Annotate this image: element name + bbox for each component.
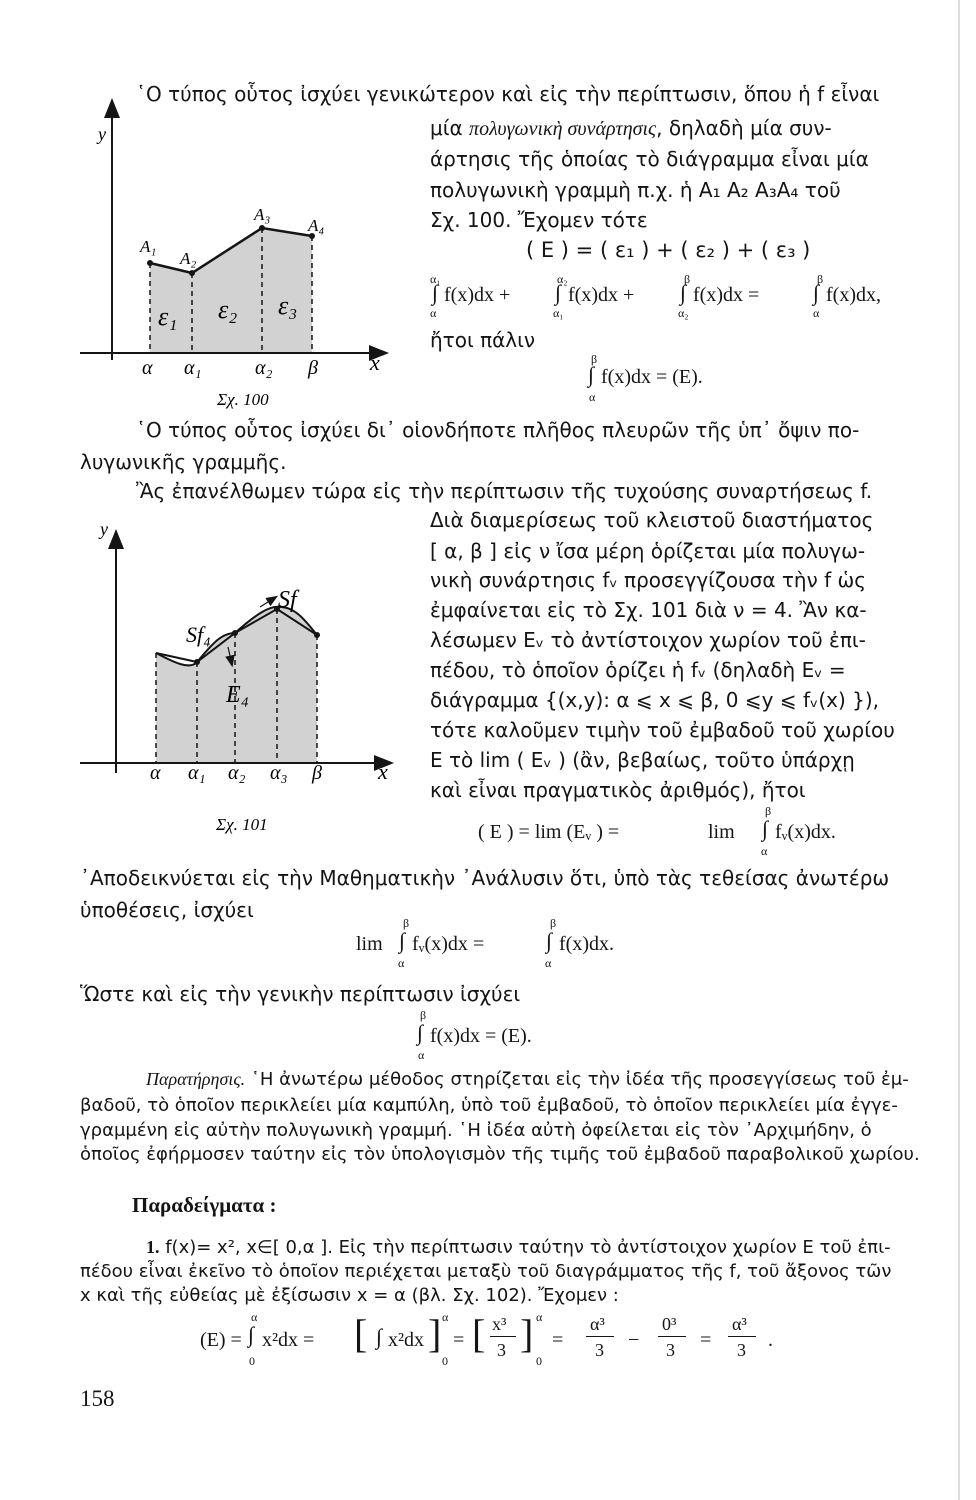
label-e3: ε₃ bbox=[278, 291, 298, 320]
para3-line1: Ἂς ἐπανέλθωμεν τώρα εἰς τὴν περίπτωσιν τῆς τυχούσης συναρτήσεως f. bbox=[136, 479, 873, 503]
int1-lower: α bbox=[430, 306, 437, 320]
label-a3: α₃ bbox=[270, 762, 288, 784]
bracket-inner: x²dx bbox=[388, 1329, 424, 1351]
para1-line5: Σχ. 100. Ἔχομεν τότε bbox=[430, 208, 648, 232]
para4-line2: ὑποθέσεις, ἰσχύει bbox=[80, 898, 254, 922]
eq7-eq2: = bbox=[552, 1329, 564, 1351]
para1-line4: πολυγωνικὴ γραμμὴ π.χ. ἡ A₁ A₂ A₃A₄ τοῦ bbox=[430, 178, 841, 202]
frac4-bar bbox=[728, 1336, 756, 1337]
equation-areas-sum: ( E ) = ( ε₁ ) + ( ε₂ ) + ( ε₃ ) bbox=[526, 238, 811, 262]
bracket2-left: [ bbox=[472, 1311, 486, 1356]
eval2-lower: 0 bbox=[536, 1354, 542, 1368]
int4-body: f(x)dx, bbox=[826, 284, 881, 306]
equation-limit-area bbox=[478, 800, 898, 860]
example1-line1 bbox=[146, 1238, 891, 1257]
label-x: x bbox=[370, 350, 380, 375]
label-x: x bbox=[378, 759, 388, 784]
bracket-right: ] bbox=[428, 1311, 442, 1356]
example1-line3: x καὶ τῆς εὐθείας μὲ ἐξίσωσιν x = α (βλ. Σχ. 102). Ἔχομεν : bbox=[80, 1285, 619, 1306]
equation-integral-equals-E bbox=[588, 350, 788, 402]
eval-upper: α bbox=[442, 1310, 449, 1324]
equation-general-case bbox=[417, 1004, 617, 1064]
label-a2: α₂ bbox=[228, 762, 246, 784]
label-b: β bbox=[312, 762, 322, 784]
int-body: f(x)dx = (E). bbox=[430, 1025, 532, 1047]
remark-label: Παρατήρησις. bbox=[146, 1069, 246, 1089]
label-e1: ε₁ bbox=[158, 302, 178, 331]
int-upper: β bbox=[591, 352, 598, 366]
int-lower: α bbox=[589, 390, 596, 404]
para2-line1: ῾Ο τύπος οὗτος ἰσχύει δι᾽ οἱονδήποτε πλῆθος πλευρῶν τῆς ὑπ᾽ ὄψιν πο- bbox=[136, 418, 860, 442]
figure-101-caption: Σχ. 101 bbox=[216, 815, 268, 834]
para3-line11: καὶ εἶναι πραγματικὸς ἀριθμός), ἤτοι bbox=[430, 778, 806, 802]
node bbox=[194, 659, 200, 665]
example1-line1-text: f(x)= x², x∈[ 0,α ]. Εἰς τὴν περίπτωσιν ταύτην τὸ ἀντίστοιχον χωρίον E τοῦ ἐπι- bbox=[159, 1237, 891, 1258]
frac3-bar bbox=[658, 1336, 686, 1337]
frac2-num: α³ bbox=[590, 1314, 605, 1334]
bracket-left: [ bbox=[354, 1311, 368, 1356]
label-E4: E₄ bbox=[226, 682, 250, 708]
int3-lower: α₂ bbox=[678, 306, 689, 320]
para3-line2: Διὰ διαμερίσεως τοῦ κλειστοῦ διαστήματος bbox=[430, 508, 874, 532]
frac2-den: 3 bbox=[595, 1340, 604, 1360]
int2-upper: β bbox=[550, 916, 557, 930]
int2-lower: α₁ bbox=[553, 306, 564, 320]
int-lower: 0 bbox=[249, 1354, 255, 1368]
label-A1: A₁ bbox=[140, 237, 157, 256]
label-Sf: Sf bbox=[278, 587, 297, 613]
integral-sign: ∫ bbox=[762, 816, 769, 841]
pointer-Sf bbox=[260, 597, 276, 607]
eq5-lim: lim bbox=[356, 933, 383, 955]
remark-line4: ὁποῖος ἐφήρμοσεν ταύτην εἰς τὸν ὑπολογισμὸν τῆς τιμῆς τοῦ ἐμβαδοῦ παραβολικοῦ χωρίου. bbox=[80, 1144, 920, 1165]
int2-body: f(x)dx + bbox=[568, 284, 635, 306]
eq5-t2: f(x)dx. bbox=[559, 933, 614, 955]
int-body: fᵥ(x)dx. bbox=[775, 821, 836, 843]
int3-body: f(x)dx = bbox=[693, 284, 760, 306]
frac2-bar bbox=[586, 1336, 614, 1337]
example1-line2: πέδου εἶναι ἐκεῖνο τὸ ὁποῖον περιέχεται μεταξὺ τοῦ διαγράμματος τῆς f, τοῦ ἄξονος τῶν bbox=[80, 1261, 892, 1282]
int-upper: β bbox=[765, 804, 772, 818]
integral-sign: ∫ bbox=[376, 1324, 383, 1349]
equation-integral-sum bbox=[430, 268, 930, 318]
int-upper: α bbox=[251, 1310, 258, 1324]
equation-limit-integral bbox=[356, 912, 656, 972]
eq7-lhs: (E) = bbox=[200, 1329, 242, 1351]
bracket2-right: ] bbox=[520, 1311, 534, 1356]
para3-line3: [ α, β ] εἰς ν ἴσα μέρη ὁρίζεται μία πολυγω- bbox=[430, 539, 866, 563]
label-A4: A₄ bbox=[308, 216, 325, 235]
remark-line2: βαδοῦ, τὸ ὁποῖον περικλείει μία καμπύλη, ὑπὸ τοῦ ἐμβαδοῦ, τὸ ὁποῖον περικλείει μία ἐγγε- bbox=[80, 1095, 898, 1116]
remark-line1 bbox=[146, 1070, 909, 1089]
figure-100 bbox=[80, 90, 400, 410]
int4-upper: β bbox=[817, 272, 824, 286]
label-y: y bbox=[100, 519, 108, 539]
integral-sign: ∫ bbox=[432, 280, 439, 305]
int-upper: β bbox=[420, 1008, 427, 1022]
integral-sign: ∫ bbox=[813, 280, 820, 305]
remark-line3: γραμμένη εἰς αὐτὴν πολυγωνικὴ γραμμή. ῾Η ἰδέα αὐτὴ ὀφείλεται εἰς τὸν ᾽Αρχιμήδην, ὁ bbox=[80, 1120, 872, 1141]
label-a2: α₂ bbox=[255, 357, 273, 379]
integral-sign: ∫ bbox=[555, 280, 562, 305]
para1-line1: ῾Ο τύπος οὗτος ἰσχύει γενικώτερον καὶ εἰς τὴν περίπτωσιν, ὅπου ἡ f εἶναι bbox=[136, 82, 880, 106]
label-A2: A₂ bbox=[180, 249, 197, 268]
frac3-den: 3 bbox=[666, 1340, 675, 1360]
frac1-den: 3 bbox=[497, 1340, 506, 1360]
int2-upper: α₂ bbox=[557, 272, 568, 286]
eval2-upper: α bbox=[536, 1310, 543, 1324]
para3-line5: ἐμφαίνεται εἰς τὸ Σχ. 101 διὰ ν = 4. Ἂν κα- bbox=[430, 598, 867, 622]
integral-sign: ∫ bbox=[546, 928, 553, 953]
int1-upper: α₁ bbox=[430, 272, 441, 286]
frac3-num: 0³ bbox=[662, 1314, 677, 1334]
para1-line3: άρτησις τῆς ὁποίας τὸ διάγραμμα εἶναι μία bbox=[430, 147, 869, 171]
int4-lower: α bbox=[813, 306, 820, 320]
label-A3: A₃ bbox=[254, 205, 271, 224]
int2-lower: α bbox=[545, 956, 552, 970]
eq7-eq3: = bbox=[700, 1329, 712, 1351]
frac1-num: x³ bbox=[492, 1314, 507, 1334]
para4-line1: ᾽Αποδεικνύεται εἰς τὴν Μαθηματικὴν ᾽Ανάλυσιν ὅτι, ὑπὸ τὰς τεθείσας ἀνωτέρω bbox=[80, 866, 890, 890]
htoi-palin: ἤτοι πάλιν bbox=[430, 328, 536, 352]
point-A1 bbox=[147, 260, 153, 266]
label-Sf4: Sf₄ bbox=[186, 622, 211, 647]
label-a1: α₁ bbox=[184, 357, 202, 379]
int-body: f(x)dx = (E). bbox=[601, 366, 703, 388]
figure-100-caption: Σχ. 100 bbox=[217, 390, 269, 409]
label-a1: α₁ bbox=[188, 762, 206, 784]
int-lower: α bbox=[418, 1048, 425, 1062]
int3-upper: β bbox=[684, 272, 691, 286]
integral-sign: ∫ bbox=[680, 280, 687, 305]
para3-line6: λέσωμεν Eᵥ τὸ ἀντίστοιχον χωρίον τοῦ ἐπι- bbox=[430, 628, 866, 652]
eq7-body: x²dx = bbox=[262, 1329, 315, 1351]
para1-line2-italic: πολυγωνικὴ συνάρτησις bbox=[469, 118, 657, 140]
eq4-left: ( E ) = lim (Eᵥ ) = bbox=[478, 821, 620, 843]
frac4-den: 3 bbox=[737, 1340, 746, 1360]
point-A3 bbox=[259, 225, 265, 231]
para3-line10: E τὸ lim ( Eᵥ ) (ἂν, βεβαίως, τοῦτο ὑπάρχῃ bbox=[430, 748, 855, 772]
para5: Ὥστε καὶ εἰς τὴν γενικὴν περίπτωσιν ἰσχύει bbox=[80, 982, 521, 1006]
integral-sign: ∫ bbox=[399, 928, 406, 953]
node bbox=[314, 632, 320, 638]
para1-line2-b: , δηλαδὴ μία συν- bbox=[656, 116, 832, 140]
remark-line1-text: ῾Η ἀνωτέρω μέθοδος στηρίζεται εἰς τὴν ἰδέα τῆς προσεγγίσεως τοῦ ἐμ- bbox=[245, 1069, 909, 1090]
node bbox=[232, 630, 238, 636]
eq7-eq: = bbox=[453, 1329, 465, 1351]
page-number: 158 bbox=[80, 1386, 115, 1411]
example1-number: 1. bbox=[146, 1237, 160, 1257]
eq5-t1: fᵥ(x)dx = bbox=[412, 933, 485, 955]
int-lower: α bbox=[761, 844, 768, 858]
label-y: y bbox=[98, 124, 106, 144]
eq4-lim: lim bbox=[708, 821, 735, 843]
int1-lower: α bbox=[398, 956, 405, 970]
para3-line4: νικὴ συνάρτησις fᵥ προσεγγίζουσα τὴν f ὡς bbox=[430, 568, 866, 592]
int1-body: f(x)dx + bbox=[444, 284, 511, 306]
eval-lower: 0 bbox=[442, 1354, 448, 1368]
label-a: α bbox=[150, 762, 161, 784]
point-A2 bbox=[189, 270, 195, 276]
label-a: α bbox=[142, 357, 153, 379]
para3-line9: τότε καλοῦμεν τιμὴν τοῦ ἐμβαδοῦ τοῦ χωρίου bbox=[430, 718, 895, 742]
label-e2: ε₂ bbox=[218, 295, 238, 324]
eq7-minus: − bbox=[628, 1329, 640, 1351]
figure-101 bbox=[80, 515, 410, 845]
int1-upper: β bbox=[403, 916, 410, 930]
integral-sign: ∫ bbox=[417, 1020, 424, 1045]
para3-line8: διάγραμμα {(x,y): α ⩽ x ⩽ β, 0 ⩽y ⩽ fᵥ(x) }), bbox=[430, 688, 880, 712]
para1-line2-a: μία bbox=[430, 116, 470, 140]
examples-heading: Παραδείγματα : bbox=[132, 1193, 277, 1217]
frac1-bar bbox=[490, 1336, 516, 1337]
equation-example1 bbox=[200, 1302, 820, 1374]
integral-sign: ∫ bbox=[588, 362, 595, 387]
para3-line7: πέδου, τὸ ὁποῖον ὁρίζει ἡ fᵥ (δηλαδὴ Eᵥ = bbox=[430, 658, 846, 682]
para2-line2: λυγωνικῆς γραμμῆς. bbox=[80, 450, 287, 474]
para1-line2 bbox=[430, 118, 832, 139]
integral-sign: ∫ bbox=[248, 1322, 255, 1347]
eq7-period: . bbox=[768, 1329, 773, 1351]
frac4-num: α³ bbox=[732, 1314, 747, 1334]
page-edge-shadow bbox=[958, 0, 960, 1500]
label-b: β bbox=[308, 357, 318, 379]
